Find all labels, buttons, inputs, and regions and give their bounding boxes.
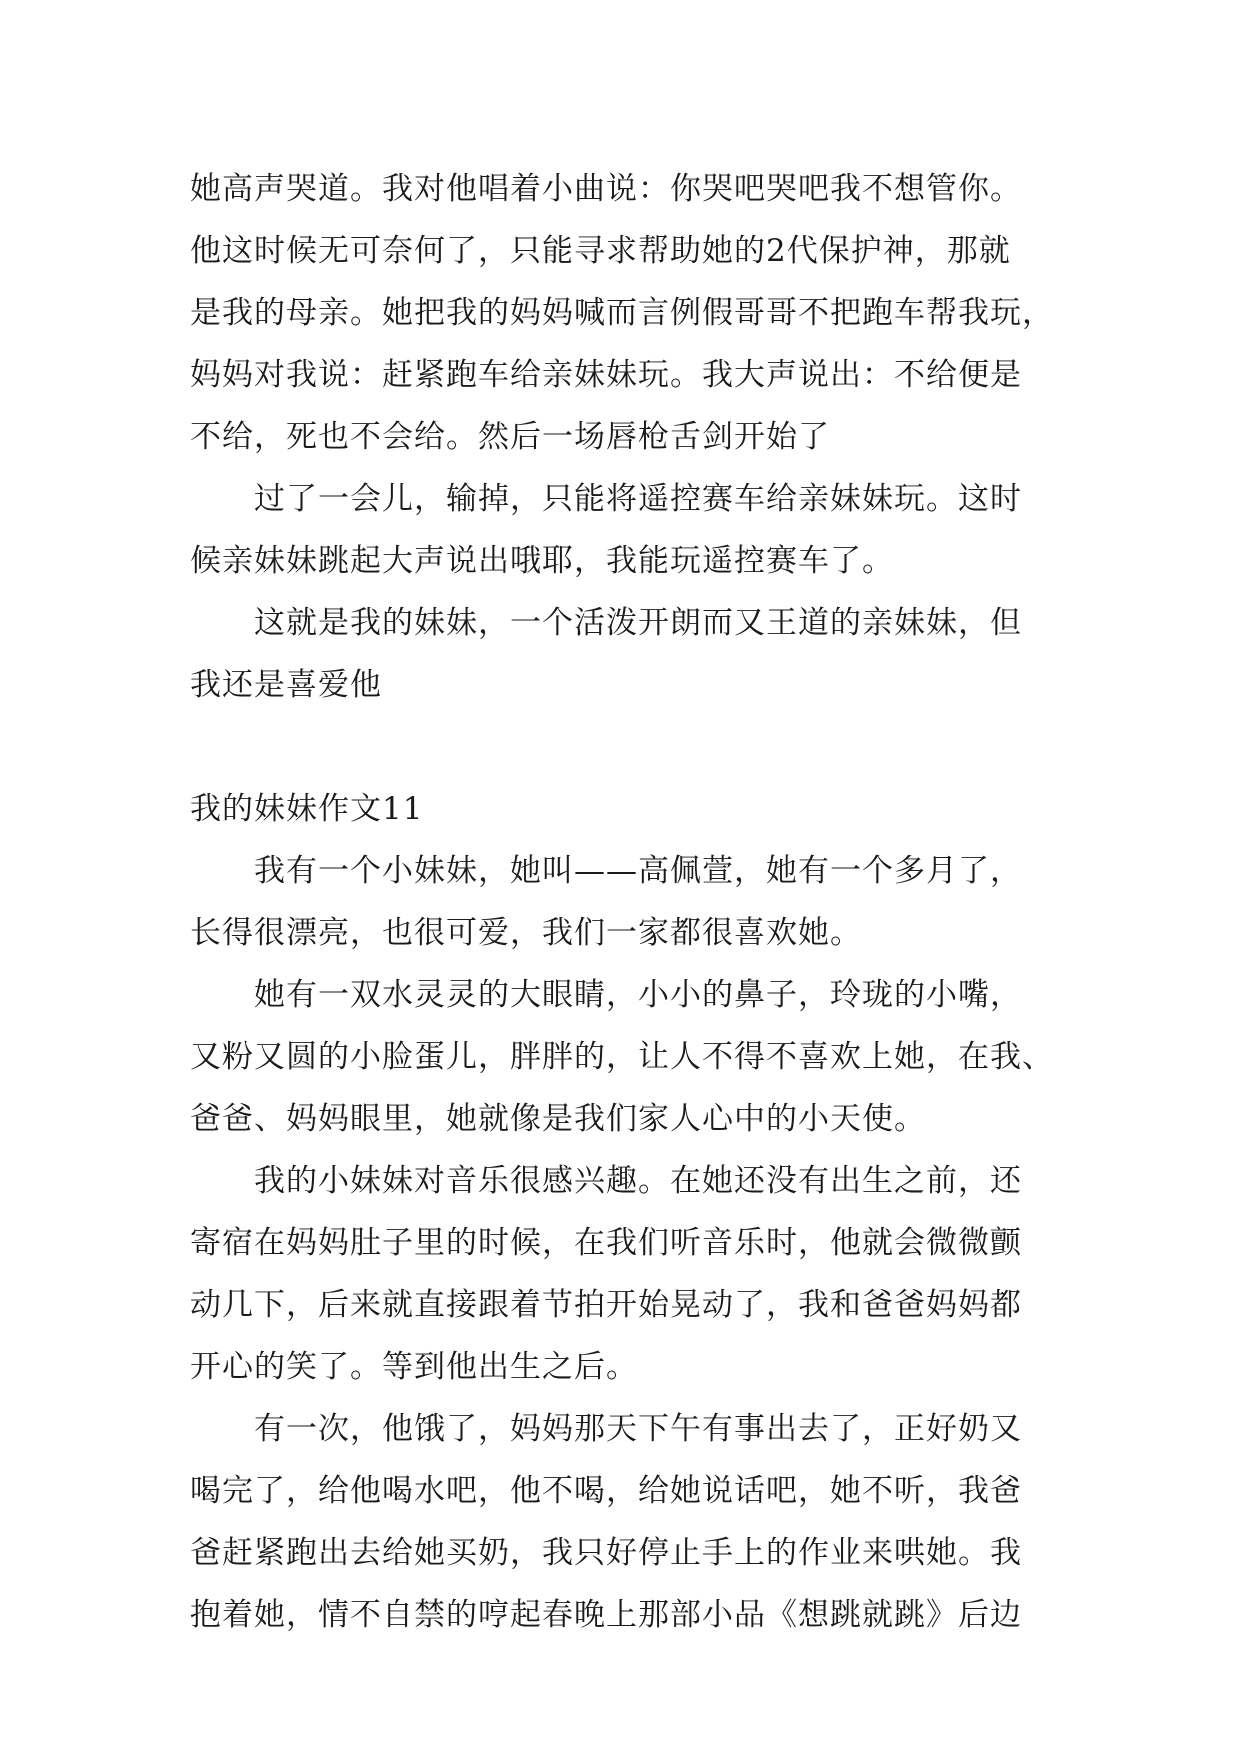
section-title: 我的妹妹作文11 — [190, 791, 424, 827]
text-line: 这就是我的妹妹，一个活泼开朗而又王道的亲妹妹，但 — [254, 605, 1022, 641]
text-line: 抱着她，情不自禁的哼起春晚上那部小品《想跳就跳》后边 — [190, 1597, 1022, 1633]
paragraph — [190, 964, 1090, 1150]
text-line: 又粉又圆的小脸蛋儿，胖胖的，让人不得不喜欢上她，在我、 — [190, 1039, 1054, 1075]
text-line: 爸爸、妈妈眼里，她就像是我们家人心中的小天使。 — [190, 1101, 926, 1137]
text-line: 过了一会儿，输掉，只能将遥控赛车给亲妹妹玩。这时 — [254, 481, 1022, 517]
text-line: 有一次，他饿了，妈妈那天下午有事出去了，正好奶又 — [254, 1411, 1022, 1447]
paragraph — [190, 158, 1090, 468]
paragraph — [190, 1398, 1090, 1646]
text-line: 爸赶紧跑出去给她买奶，我只好停止手上的作业来哄她。我 — [190, 1535, 1022, 1571]
text-line: 我有一个小妹妹，她叫——高佩萱，她有一个多月了， — [254, 853, 1022, 889]
text-line: 他这时候无可奈何了，只能寻求帮助她的2代保护神，那就 — [190, 233, 1011, 269]
paragraph — [190, 592, 1090, 716]
text-line: 我还是喜爱他 — [190, 667, 382, 703]
document-page — [190, 158, 1090, 1646]
text-line: 寄宿在妈妈肚子里的时候，在我们听音乐时，他就会微微颤 — [190, 1225, 1022, 1261]
paragraph — [190, 840, 1090, 964]
text-line: 动几下，后来就直接跟着节拍开始晃动了，我和爸爸妈妈都 — [190, 1287, 1022, 1323]
text-line: 喝完了，给他喝水吧，他不喝，给她说话吧，她不听，我爸 — [190, 1473, 1022, 1509]
text-line: 候亲妹妹跳起大声说出哦耶，我能玩遥控赛车了。 — [190, 543, 894, 579]
text-line: 长得很漂亮，也很可爱，我们一家都很喜欢她。 — [190, 915, 862, 951]
text-line: 妈妈对我说：赶紧跑车给亲妹妹玩。我大声说出：不给便是 — [190, 357, 1022, 393]
paragraph — [190, 468, 1090, 592]
paragraph — [190, 1150, 1090, 1398]
text-line: 不给，死也不会给。然后一场唇枪舌剑开始了 — [190, 419, 830, 455]
text-line: 开心的笑了。等到他出生之后。 — [190, 1349, 638, 1385]
section-2 — [190, 778, 1090, 1646]
text-line: 她有一双水灵灵的大眼睛，小小的鼻子，玲珑的小嘴， — [254, 977, 1022, 1013]
text-line: 她高声哭道。我对他唱着小曲说：你哭吧哭吧我不想管你。 — [190, 171, 1022, 207]
section-1 — [190, 158, 1090, 716]
spacer — [190, 716, 1090, 778]
text-line: 我的小妹妹对音乐很感兴趣。在她还没有出生之前，还 — [254, 1163, 1022, 1199]
text-line: 是我的母亲。她把我的妈妈喊而言例假哥哥不把跑车帮我玩， — [190, 295, 1054, 331]
